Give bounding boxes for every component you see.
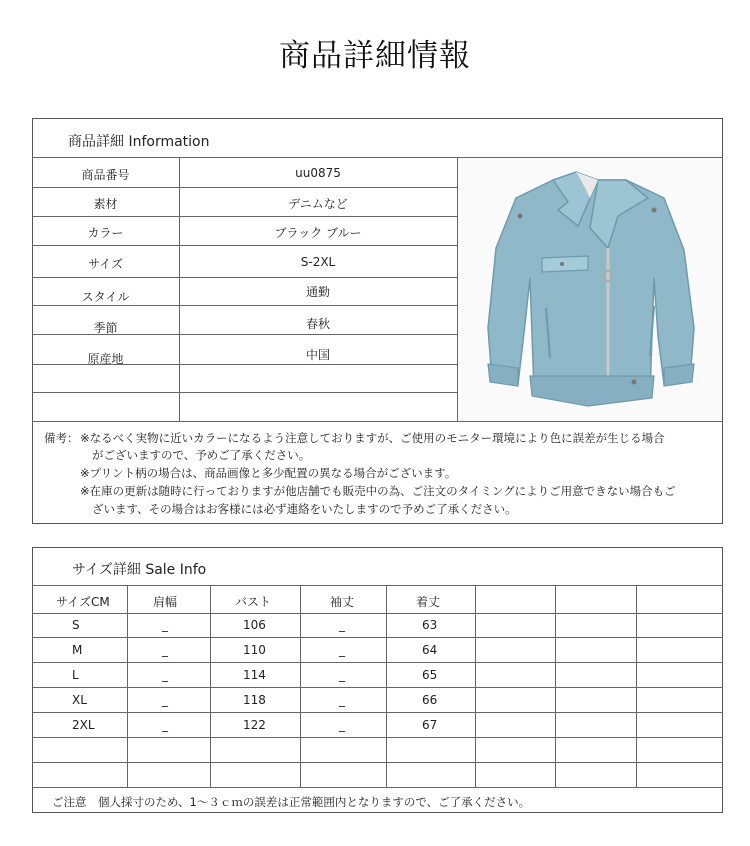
size-row-2xl-shoulder: _ — [162, 718, 168, 732]
size-row-m-length: 64 — [422, 643, 438, 657]
size-row-s-sleeve: _ — [339, 618, 345, 632]
size-row-m-size: M — [72, 643, 83, 657]
size-header-sleeve: 袖丈 — [330, 595, 355, 609]
remarks-line-4: ※在庫の更新は随時に行っておりますが他店舗でも販売中の為、ご注文のタイミングによりご用意できない場合もご — [80, 484, 676, 498]
info-value-size: S-2XL — [300, 255, 336, 269]
info-value-material: デニムなど — [288, 197, 348, 211]
info-value-color: ブラック ブルー — [274, 226, 362, 240]
size-row-m-bust: 110 — [243, 643, 266, 657]
info-label-size: サイズ — [87, 257, 124, 271]
size-row-s-length: 63 — [422, 618, 438, 632]
size-row-l-bust: 114 — [243, 668, 266, 682]
info-value-product-number: uu0875 — [295, 166, 341, 180]
size-row-xl-bust: 118 — [243, 693, 266, 707]
size-row-xl-shoulder: _ — [162, 693, 168, 707]
size-row-l-size: L — [72, 668, 79, 682]
size-row-2xl-bust: 122 — [243, 718, 266, 732]
size-row-s-shoulder: _ — [162, 618, 168, 632]
size-header-shoulder: 肩幅 — [153, 595, 178, 609]
info-value-season: 春秋 — [305, 317, 330, 331]
size-heading: サイズ詳細 Sale Info — [72, 562, 207, 578]
size-row-xl-size: XL — [72, 693, 87, 707]
remarks-line-3: ※プリント柄の場合は、商品画像と多少配置の異なる場合がございます。 — [80, 466, 457, 480]
size-row-2xl-size: 2XL — [72, 718, 95, 732]
size-row-2xl-sleeve: _ — [339, 718, 345, 732]
size-row-s-size: S — [72, 618, 80, 632]
size-row-s-bust: 106 — [243, 618, 266, 632]
remarks-line-5: ざいます、その場合はお客様には必ず連絡をいたしますので予めご了承ください。 — [92, 502, 517, 516]
product-image — [458, 158, 722, 420]
size-row-xl-sleeve: _ — [339, 693, 345, 707]
size-row-m-shoulder: _ — [162, 643, 168, 657]
info-value-style: 通勤 — [305, 285, 330, 299]
info-label-origin: 原産地 — [87, 352, 124, 366]
size-note: ご注意 個人採寸のため、1～３ｃｍの誤差は正常範囲内となりますので、ご了承ください。 — [52, 795, 531, 809]
remarks-line-2: がございますので、予めご了承ください。 — [92, 448, 311, 462]
size-row-l-shoulder: _ — [162, 668, 168, 682]
info-label-product-number: 商品番号 — [81, 168, 130, 182]
size-row-m-sleeve: _ — [339, 643, 345, 657]
size-header-length: 着丈 — [416, 595, 441, 609]
size-row-2xl-length: 67 — [422, 718, 438, 732]
page-title: 商品詳細情報 — [279, 38, 471, 74]
size-header-bust: バスト — [235, 595, 272, 609]
info-label-material: 素材 — [93, 197, 118, 211]
remarks-label: 備考： — [44, 431, 79, 445]
info-label-color: カラー — [87, 226, 124, 240]
size-info-box — [32, 547, 723, 813]
remarks-line-1: ※なるべく実物に近いカラーになるよう注意しておりますが、ご使用のモニター環境により色に誤差が生じる場合 — [80, 431, 665, 445]
info-value-origin: 中国 — [305, 348, 330, 362]
info-heading: 商品詳細 Information — [68, 134, 210, 150]
info-label-style: スタイル — [81, 290, 130, 304]
size-header-size: サイズCM — [56, 595, 110, 609]
size-row-l-length: 65 — [422, 668, 438, 682]
size-row-xl-length: 66 — [422, 693, 438, 707]
size-row-l-sleeve: _ — [339, 668, 345, 682]
info-label-season: 季節 — [93, 321, 118, 335]
